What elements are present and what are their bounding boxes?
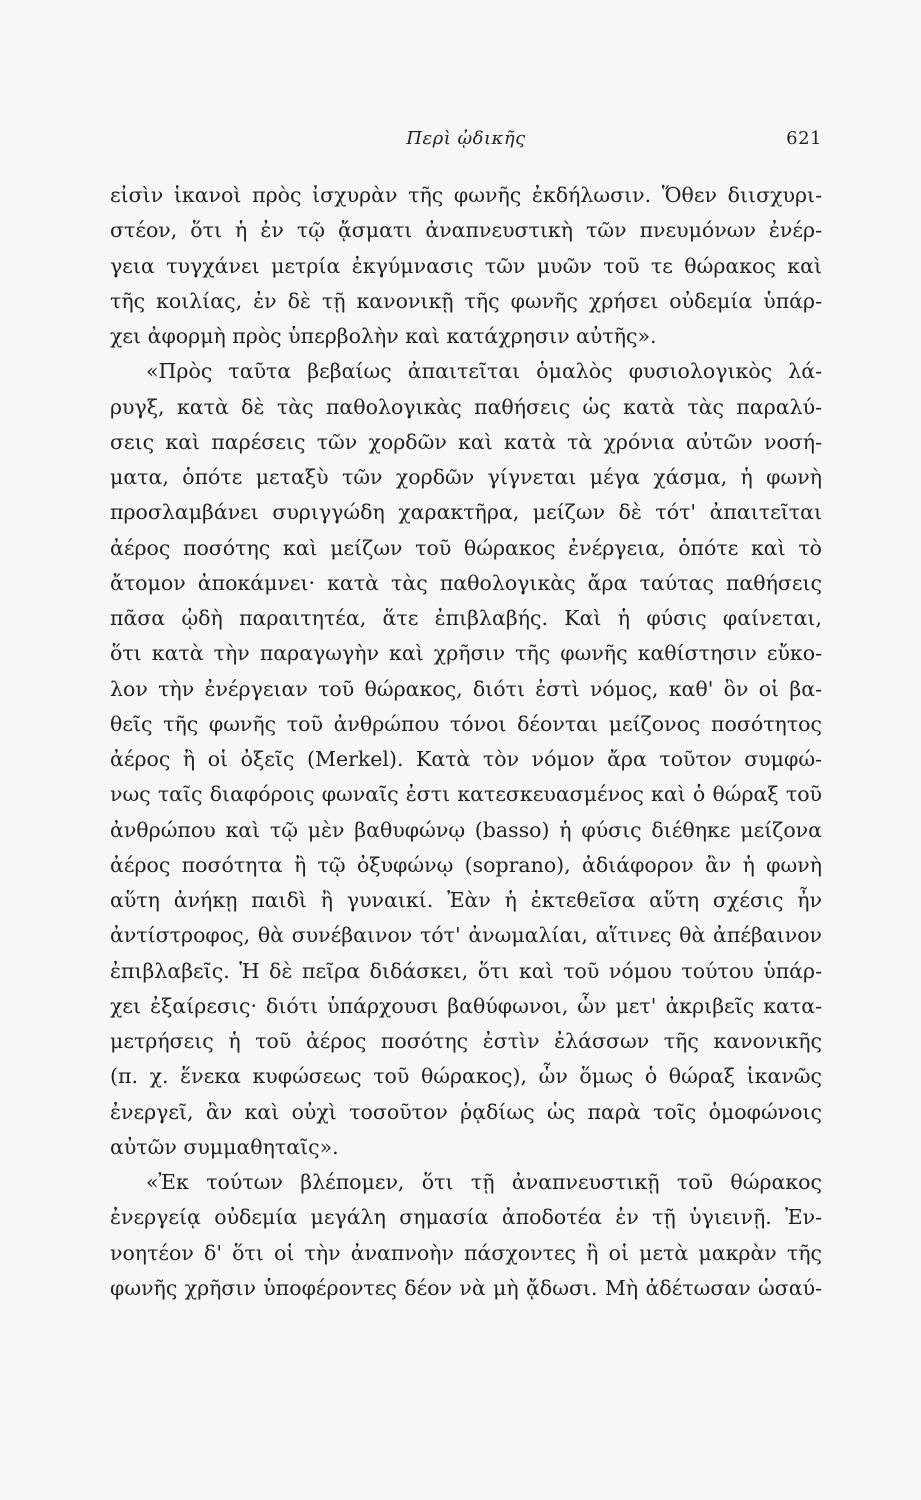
text-line: ἀέρος ποσότης καὶ μείζων τοῦ θώρακος ἐνέργεια, ὁπότε καὶ τὸ <box>110 535 822 560</box>
text-line: ἀντίστροφος, θὰ συνέβαινον τότ' ἀνωμαλίαι, αἵτινες θὰ ἀπέβαινον <box>110 923 822 948</box>
text-line: ἀνθρώπου καὶ τῷ μὲν βαθυφώνῳ (basso) ἡ φύσις διέθηκε μείζονα <box>110 817 822 842</box>
text-line: ἐπιβλαβεῖς. Ἡ δὲ πεῖρα διδάσκει, ὅτι καὶ τοῦ νόμου τούτου ὑπάρ- <box>110 958 822 983</box>
text-line: ρυγξ, κατὰ δὲ τὰς παθολογικὰς παθήσεις ὡς κατὰ τὰς παραλύ- <box>110 394 822 419</box>
text-line: ἄτομον ἀποκάμνει· κατὰ τὰς παθολογικὰς ἄρα ταύτας παθήσεις <box>110 570 822 595</box>
text-line: θεῖς τῆς φωνῆς τοῦ ἀνθρώπου τόνοι δέονται μείζονος ποσότητος <box>110 711 822 736</box>
text-line: αὕτη ἀνήκῃ παιδὶ ἢ γυναικί. Ἐὰν ἡ ἐκτεθεῖσα αὕτη σχέσις ἦν <box>110 888 822 912</box>
running-title: Περὶ ᾠδικῆς <box>406 128 526 149</box>
text-line: λον τὴν ἐνέργειαν τοῦ θώρακος, διότι ἐστὶ νόμος, καθ' ὃν οἱ βα- <box>110 676 822 701</box>
running-head <box>110 128 822 152</box>
text-line: ἀέρος ποσότητα ἢ τῷ ὀξυφώνῳ (soprano), ἀδιάφορον ἂν ἡ φωνὴ <box>110 852 822 877</box>
text-line: σεις καὶ παρέσεις τῶν χορδῶν καὶ κατὰ τὰ χρόνια αὐτῶν νοσή- <box>110 429 822 454</box>
text-line: ματα, ὁπότε μεταξὺ τῶν χορδῶν γίγνεται μέγα χάσμα, ἡ φωνὴ <box>110 465 822 489</box>
text-line: ἐνεργεῖ, ἂν καὶ οὐχὶ τοσοῦτον ῥᾳδίως ὡς παρὰ τοῖς ὁμοφώνοις <box>110 1099 822 1124</box>
text-line: μετρήσεις ἡ τοῦ ἀέρος ποσότης ἐστὶν ἐλάσσων τῆς κανονικῆς <box>110 1029 822 1053</box>
text-line: ἐνεργείᾳ οὐδεμία μεγάλη σημασία ἀποδοτέα ἐν τῇ ὑγιεινῇ. Ἐν- <box>110 1205 822 1230</box>
text-line: εἰσὶν ἱκανοὶ πρὸς ἰσχυρὰν τῆς φωνῆς ἐκδήλωσιν. Ὅθεν διισχυρι- <box>110 183 822 207</box>
text-line: ἀέρος ἢ οἱ ὀξεῖς (Merkel). Κατὰ τὸν νόμον ἄρα τοῦτον συμφώ- <box>110 747 822 771</box>
text-line: τῆς κοιλίας, ἐν δὲ τῇ κανονικῇ τῆς φωνῆς χρήσει οὐδεμία ὑπάρ- <box>110 288 822 313</box>
text-line: προσλαμβάνει συριγγώδη χαρακτῆρα, μείζων δὲ τότ' ἀπαιτεῖται <box>110 500 822 525</box>
text-line: (π. χ. ἕνεκα κυφώσεως τοῦ θώρακος), ὧν ὅμως ὁ θώραξ ἱκανῶς <box>110 1064 822 1089</box>
text-line: πᾶσα ᾠδὴ παραιτητέα, ἅτε ἐπιβλαβής. Καὶ ἡ φύσις φαίνεται, <box>110 606 822 630</box>
text-line: αὐτῶν συμμαθηταῖς». <box>110 1134 339 1159</box>
body-text <box>110 178 822 1306</box>
text-line: χει ἀφορμὴ πρὸς ὑπερβολὴν καὶ κατάχρησιν αὐτῆς». <box>110 324 657 348</box>
text-line: στέον, ὅτι ἡ ἐν τῷ ᾄσματι ἀναπνευστικὴ τῶν πνευμόνων ἐνέρ- <box>110 218 822 243</box>
page-number: 621 <box>786 128 822 149</box>
text-line: «Πρὸς ταῦτα βεβαίως ἀπαιτεῖται ὁμαλὸς φυσιολογικὸς λά- <box>146 359 822 384</box>
text-line: ὅτι κατὰ τὴν παραγωγὴν καὶ χρῆσιν τῆς φωνῆς καθίστησιν εὔκο- <box>110 641 822 666</box>
text-line: γεια τυγχάνει μετρία ἐκγύμνασις τῶν μυῶν τοῦ τε θώρακος καὶ <box>110 253 822 278</box>
text-line: νως ταῖς διαφόροις φωναῖς ἐστι κατεσκευασμένος καὶ ὁ θώραξ τοῦ <box>110 782 822 807</box>
text-line: «Ἐκ τούτων βλέπομεν, ὅτι τῇ ἀναπνευστικῇ τοῦ θώρακος <box>146 1170 822 1194</box>
text-line: χει ἐξαίρεσις· διότι ὑπάρχουσι βαθύφωνοι, ὧν μετ' ἀκριβεῖς κατα- <box>110 993 822 1018</box>
text-line: νοητέον δ' ὅτι οἱ τὴν ἀναπνοὴν πάσχοντες ἢ οἱ μετὰ μακρὰν τῆς <box>110 1240 822 1265</box>
text-line: φωνῆς χρῆσιν ὑποφέροντες δέον νὰ μὴ ᾄδωσι. Μὴ ἀδέτωσαν ὡσαύ- <box>110 1275 822 1300</box>
